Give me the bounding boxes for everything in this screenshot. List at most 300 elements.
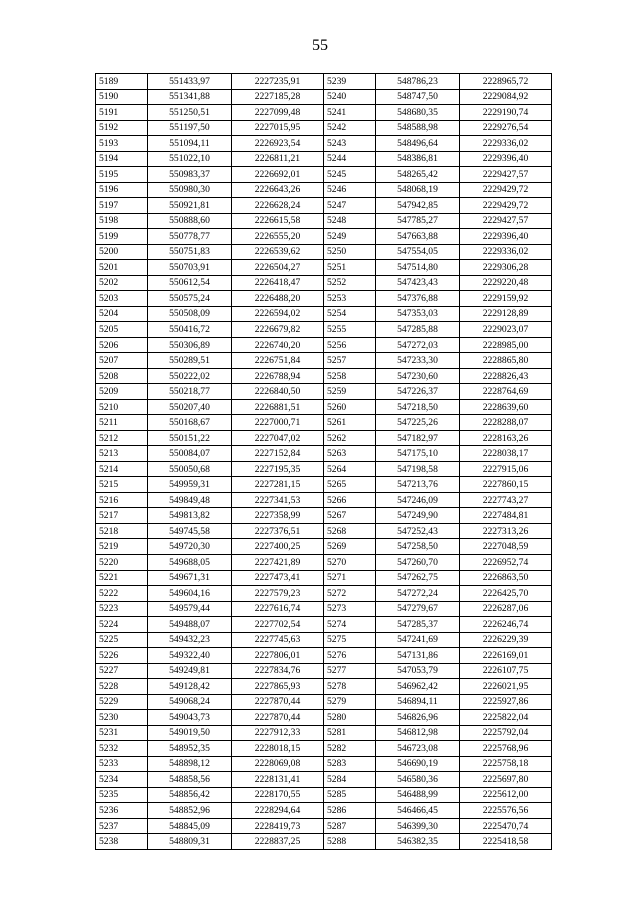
x-coordinate-cell: 546488,99	[376, 787, 460, 803]
x-coordinate-cell: 547260,70	[376, 554, 460, 570]
x-coordinate-cell: 550703,91	[148, 260, 232, 276]
x-coordinate-cell: 547942,85	[376, 198, 460, 214]
point-number-cell: 5274	[324, 617, 376, 633]
y-coordinate-cell: 2225927,86	[460, 694, 552, 710]
point-number-cell: 5232	[96, 741, 148, 757]
point-number-cell: 5189	[96, 74, 148, 90]
x-coordinate-cell: 546723,08	[376, 741, 460, 757]
table-row	[96, 167, 552, 183]
point-number-cell: 5285	[324, 787, 376, 803]
x-coordinate-cell: 547262,75	[376, 570, 460, 586]
point-number-cell: 5218	[96, 523, 148, 539]
y-coordinate-cell: 2228170,55	[232, 787, 324, 803]
point-number-cell: 5227	[96, 663, 148, 679]
point-number-cell: 5267	[324, 508, 376, 524]
x-coordinate-cell: 549849,48	[148, 492, 232, 508]
table-row	[96, 291, 552, 307]
y-coordinate-cell: 2226740,20	[232, 337, 324, 353]
point-number-cell: 5190	[96, 89, 148, 105]
y-coordinate-cell: 2229128,89	[460, 306, 552, 322]
y-coordinate-cell: 2229084,92	[460, 89, 552, 105]
point-number-cell: 5277	[324, 663, 376, 679]
x-coordinate-cell: 548952,35	[148, 741, 232, 757]
y-coordinate-cell: 2225768,96	[460, 741, 552, 757]
y-coordinate-cell: 2227341,53	[232, 492, 324, 508]
table-row	[96, 787, 552, 803]
x-coordinate-cell: 549488,07	[148, 617, 232, 633]
table-row	[96, 601, 552, 617]
point-number-cell: 5216	[96, 492, 148, 508]
x-coordinate-cell: 547230,60	[376, 368, 460, 384]
point-number-cell: 5249	[324, 229, 376, 245]
y-coordinate-cell: 2227915,06	[460, 461, 552, 477]
point-number-cell: 5283	[324, 756, 376, 772]
x-coordinate-cell: 547175,10	[376, 446, 460, 462]
y-coordinate-cell: 2229306,28	[460, 260, 552, 276]
x-coordinate-cell: 547225,26	[376, 415, 460, 431]
x-coordinate-cell: 547376,88	[376, 291, 460, 307]
y-coordinate-cell: 2227484,81	[460, 508, 552, 524]
point-number-cell: 5247	[324, 198, 376, 214]
table-row	[96, 415, 552, 431]
point-number-cell: 5263	[324, 446, 376, 462]
table-row	[96, 539, 552, 555]
table-row	[96, 741, 552, 757]
y-coordinate-cell: 2226628,24	[232, 198, 324, 214]
table-row	[96, 430, 552, 446]
table-row	[96, 74, 552, 90]
point-number-cell: 5196	[96, 182, 148, 198]
point-number-cell: 5200	[96, 244, 148, 260]
y-coordinate-cell: 2226863,50	[460, 570, 552, 586]
table-row	[96, 710, 552, 726]
x-coordinate-cell: 550168,67	[148, 415, 232, 431]
y-coordinate-cell: 2229276,54	[460, 120, 552, 136]
y-coordinate-cell: 2227912,33	[232, 725, 324, 741]
point-number-cell: 5288	[324, 834, 376, 850]
y-coordinate-cell: 2227376,51	[232, 523, 324, 539]
point-number-cell: 5217	[96, 508, 148, 524]
x-coordinate-cell: 550306,89	[148, 337, 232, 353]
x-coordinate-cell: 547218,50	[376, 399, 460, 415]
x-coordinate-cell: 546826,96	[376, 710, 460, 726]
y-coordinate-cell: 2229427,57	[460, 167, 552, 183]
point-number-cell: 5253	[324, 291, 376, 307]
x-coordinate-cell: 550050,68	[148, 461, 232, 477]
table-row	[96, 648, 552, 664]
x-coordinate-cell: 550207,40	[148, 399, 232, 415]
y-coordinate-cell: 2227702,54	[232, 617, 324, 633]
x-coordinate-cell: 551197,50	[148, 120, 232, 136]
table-row	[96, 508, 552, 524]
point-number-cell: 5262	[324, 430, 376, 446]
x-coordinate-cell: 549745,58	[148, 523, 232, 539]
y-coordinate-cell: 2227616,74	[232, 601, 324, 617]
point-number-cell: 5266	[324, 492, 376, 508]
y-coordinate-cell: 2228965,72	[460, 74, 552, 90]
x-coordinate-cell: 547182,97	[376, 430, 460, 446]
x-coordinate-cell: 548856,42	[148, 787, 232, 803]
y-coordinate-cell: 2225418,58	[460, 834, 552, 850]
y-coordinate-cell: 2229336,02	[460, 244, 552, 260]
point-number-cell: 5235	[96, 787, 148, 803]
point-number-cell: 5230	[96, 710, 148, 726]
x-coordinate-cell: 550921,81	[148, 198, 232, 214]
y-coordinate-cell: 2228865,80	[460, 353, 552, 369]
y-coordinate-cell: 2226952,74	[460, 554, 552, 570]
point-number-cell: 5261	[324, 415, 376, 431]
table-row	[96, 586, 552, 602]
point-number-cell: 5272	[324, 586, 376, 602]
coordinates-table-body	[96, 74, 552, 850]
y-coordinate-cell: 2227421,89	[232, 554, 324, 570]
point-number-cell: 5208	[96, 368, 148, 384]
y-coordinate-cell: 2229427,57	[460, 213, 552, 229]
y-coordinate-cell: 2226169,01	[460, 648, 552, 664]
x-coordinate-cell: 550416,72	[148, 322, 232, 338]
point-number-cell: 5194	[96, 151, 148, 167]
point-number-cell: 5209	[96, 384, 148, 400]
x-coordinate-cell: 547272,24	[376, 586, 460, 602]
point-number-cell: 5225	[96, 632, 148, 648]
x-coordinate-cell: 549688,05	[148, 554, 232, 570]
table-row	[96, 570, 552, 586]
table-row	[96, 772, 552, 788]
table-row	[96, 337, 552, 353]
y-coordinate-cell: 2229190,74	[460, 105, 552, 121]
y-coordinate-cell: 2226021,95	[460, 679, 552, 695]
x-coordinate-cell: 550751,83	[148, 244, 232, 260]
table-row	[96, 306, 552, 322]
y-coordinate-cell: 2227860,15	[460, 477, 552, 493]
y-coordinate-cell: 2228163,26	[460, 430, 552, 446]
y-coordinate-cell: 2226594,02	[232, 306, 324, 322]
point-number-cell: 5282	[324, 741, 376, 757]
y-coordinate-cell: 2225792,04	[460, 725, 552, 741]
x-coordinate-cell: 549671,31	[148, 570, 232, 586]
y-coordinate-cell: 2227865,93	[232, 679, 324, 695]
x-coordinate-cell: 547241,69	[376, 632, 460, 648]
point-number-cell: 5228	[96, 679, 148, 695]
y-coordinate-cell: 2228288,07	[460, 415, 552, 431]
table-row	[96, 275, 552, 291]
x-coordinate-cell: 547233,30	[376, 353, 460, 369]
x-coordinate-cell: 549579,44	[148, 601, 232, 617]
point-number-cell: 5246	[324, 182, 376, 198]
x-coordinate-cell: 549128,42	[148, 679, 232, 695]
point-number-cell: 5257	[324, 353, 376, 369]
y-coordinate-cell: 2229220,48	[460, 275, 552, 291]
x-coordinate-cell: 546382,35	[376, 834, 460, 850]
point-number-cell: 5205	[96, 322, 148, 338]
x-coordinate-cell: 548680,35	[376, 105, 460, 121]
point-number-cell: 5265	[324, 477, 376, 493]
point-number-cell: 5214	[96, 461, 148, 477]
y-coordinate-cell: 2227313,26	[460, 523, 552, 539]
y-coordinate-cell: 2229429,72	[460, 198, 552, 214]
y-coordinate-cell: 2226615,58	[232, 213, 324, 229]
x-coordinate-cell: 546894,11	[376, 694, 460, 710]
x-coordinate-cell: 547213,76	[376, 477, 460, 493]
point-number-cell: 5220	[96, 554, 148, 570]
point-number-cell: 5223	[96, 601, 148, 617]
x-coordinate-cell: 550983,37	[148, 167, 232, 183]
table-row	[96, 120, 552, 136]
x-coordinate-cell: 547353,03	[376, 306, 460, 322]
y-coordinate-cell: 2227048,59	[460, 539, 552, 555]
y-coordinate-cell: 2227400,25	[232, 539, 324, 555]
x-coordinate-cell: 551433,97	[148, 74, 232, 90]
x-coordinate-cell: 548786,23	[376, 74, 460, 90]
y-coordinate-cell: 2228131,41	[232, 772, 324, 788]
point-number-cell: 5195	[96, 167, 148, 183]
x-coordinate-cell: 547246,09	[376, 492, 460, 508]
y-coordinate-cell: 2226418,47	[232, 275, 324, 291]
point-number-cell: 5279	[324, 694, 376, 710]
table-row	[96, 725, 552, 741]
x-coordinate-cell: 549249,81	[148, 663, 232, 679]
point-number-cell: 5250	[324, 244, 376, 260]
x-coordinate-cell: 547514,80	[376, 260, 460, 276]
point-number-cell: 5210	[96, 399, 148, 415]
y-coordinate-cell: 2229429,72	[460, 182, 552, 198]
y-coordinate-cell: 2226555,20	[232, 229, 324, 245]
x-coordinate-cell: 547423,43	[376, 275, 460, 291]
x-coordinate-cell: 547258,50	[376, 539, 460, 555]
table-row	[96, 182, 552, 198]
y-coordinate-cell: 2226229,39	[460, 632, 552, 648]
y-coordinate-cell: 2227806,01	[232, 648, 324, 664]
y-coordinate-cell: 2227870,44	[232, 710, 324, 726]
x-coordinate-cell: 548845,09	[148, 818, 232, 834]
y-coordinate-cell: 2226751,84	[232, 353, 324, 369]
x-coordinate-cell: 550084,07	[148, 446, 232, 462]
y-coordinate-cell: 2226881,51	[232, 399, 324, 415]
point-number-cell: 5215	[96, 477, 148, 493]
y-coordinate-cell: 2228038,17	[460, 446, 552, 462]
y-coordinate-cell: 2227099,48	[232, 105, 324, 121]
x-coordinate-cell: 550218,77	[148, 384, 232, 400]
y-coordinate-cell: 2226287,06	[460, 601, 552, 617]
table-row	[96, 446, 552, 462]
y-coordinate-cell: 2229159,92	[460, 291, 552, 307]
y-coordinate-cell: 2226107,75	[460, 663, 552, 679]
y-coordinate-cell: 2226923,54	[232, 136, 324, 152]
point-number-cell: 5198	[96, 213, 148, 229]
x-coordinate-cell: 550980,30	[148, 182, 232, 198]
y-coordinate-cell: 2228018,15	[232, 741, 324, 757]
table-row	[96, 694, 552, 710]
point-number-cell: 5233	[96, 756, 148, 772]
point-number-cell: 5278	[324, 679, 376, 695]
y-coordinate-cell: 2227235,91	[232, 74, 324, 90]
y-coordinate-cell: 2226643,26	[232, 182, 324, 198]
point-number-cell: 5204	[96, 306, 148, 322]
point-number-cell: 5269	[324, 539, 376, 555]
point-number-cell: 5191	[96, 105, 148, 121]
x-coordinate-cell: 550222,02	[148, 368, 232, 384]
table-row	[96, 353, 552, 369]
point-number-cell: 5243	[324, 136, 376, 152]
y-coordinate-cell: 2227745,63	[232, 632, 324, 648]
y-coordinate-cell: 2228985,00	[460, 337, 552, 353]
table-row	[96, 322, 552, 338]
point-number-cell: 5231	[96, 725, 148, 741]
table-row	[96, 818, 552, 834]
table-row	[96, 679, 552, 695]
x-coordinate-cell: 546466,45	[376, 803, 460, 819]
x-coordinate-cell: 547131,86	[376, 648, 460, 664]
point-number-cell: 5276	[324, 648, 376, 664]
x-coordinate-cell: 550612,54	[148, 275, 232, 291]
point-number-cell: 5242	[324, 120, 376, 136]
point-number-cell: 5284	[324, 772, 376, 788]
point-number-cell: 5213	[96, 446, 148, 462]
x-coordinate-cell: 547053,79	[376, 663, 460, 679]
table-row	[96, 492, 552, 508]
y-coordinate-cell: 2227152,84	[232, 446, 324, 462]
point-number-cell: 5244	[324, 151, 376, 167]
x-coordinate-cell: 547554,05	[376, 244, 460, 260]
x-coordinate-cell: 548496,64	[376, 136, 460, 152]
table-row	[96, 151, 552, 167]
x-coordinate-cell: 546690,19	[376, 756, 460, 772]
x-coordinate-cell: 547272,03	[376, 337, 460, 353]
y-coordinate-cell: 2226679,82	[232, 322, 324, 338]
y-coordinate-cell: 2227579,23	[232, 586, 324, 602]
point-number-cell: 5280	[324, 710, 376, 726]
y-coordinate-cell: 2226539,62	[232, 244, 324, 260]
x-coordinate-cell: 550289,51	[148, 353, 232, 369]
table-row	[96, 756, 552, 772]
point-number-cell: 5212	[96, 430, 148, 446]
point-number-cell: 5256	[324, 337, 376, 353]
y-coordinate-cell: 2227834,76	[232, 663, 324, 679]
point-number-cell: 5273	[324, 601, 376, 617]
point-number-cell: 5224	[96, 617, 148, 633]
y-coordinate-cell: 2226504,27	[232, 260, 324, 276]
x-coordinate-cell: 547198,58	[376, 461, 460, 477]
y-coordinate-cell: 2226840,50	[232, 384, 324, 400]
y-coordinate-cell: 2225576,56	[460, 803, 552, 819]
table-row	[96, 136, 552, 152]
point-number-cell: 5259	[324, 384, 376, 400]
table-row	[96, 384, 552, 400]
point-number-cell: 5287	[324, 818, 376, 834]
y-coordinate-cell: 2228639,60	[460, 399, 552, 415]
point-number-cell: 5240	[324, 89, 376, 105]
y-coordinate-cell: 2228764,69	[460, 384, 552, 400]
x-coordinate-cell: 547252,43	[376, 523, 460, 539]
point-number-cell: 5221	[96, 570, 148, 586]
page-number: 55	[312, 37, 328, 54]
point-number-cell: 5197	[96, 198, 148, 214]
y-coordinate-cell: 2225612,00	[460, 787, 552, 803]
y-coordinate-cell: 2226811,21	[232, 151, 324, 167]
x-coordinate-cell: 550888,60	[148, 213, 232, 229]
point-number-cell: 5271	[324, 570, 376, 586]
x-coordinate-cell: 549068,24	[148, 694, 232, 710]
table-row	[96, 554, 552, 570]
y-coordinate-cell: 2225697,80	[460, 772, 552, 788]
table-row	[96, 198, 552, 214]
y-coordinate-cell: 2225822,04	[460, 710, 552, 726]
x-coordinate-cell: 548852,96	[148, 803, 232, 819]
table-row	[96, 368, 552, 384]
x-coordinate-cell: 548265,42	[376, 167, 460, 183]
y-coordinate-cell: 2227743,27	[460, 492, 552, 508]
y-coordinate-cell: 2228419,73	[232, 818, 324, 834]
x-coordinate-cell: 549043,73	[148, 710, 232, 726]
x-coordinate-cell: 548747,50	[376, 89, 460, 105]
table-row	[96, 229, 552, 245]
y-coordinate-cell: 2227870,44	[232, 694, 324, 710]
x-coordinate-cell: 549813,82	[148, 508, 232, 524]
y-coordinate-cell: 2225470,74	[460, 818, 552, 834]
x-coordinate-cell: 547785,27	[376, 213, 460, 229]
x-coordinate-cell: 551250,51	[148, 105, 232, 121]
table-row	[96, 632, 552, 648]
point-number-cell: 5255	[324, 322, 376, 338]
table-row	[96, 105, 552, 121]
y-coordinate-cell: 2226246,74	[460, 617, 552, 633]
x-coordinate-cell: 549604,16	[148, 586, 232, 602]
point-number-cell: 5268	[324, 523, 376, 539]
point-number-cell: 5264	[324, 461, 376, 477]
y-coordinate-cell: 2227015,95	[232, 120, 324, 136]
table-row	[96, 399, 552, 415]
x-coordinate-cell: 549322,40	[148, 648, 232, 664]
point-number-cell: 5203	[96, 291, 148, 307]
y-coordinate-cell: 2229336,02	[460, 136, 552, 152]
point-number-cell: 5201	[96, 260, 148, 276]
point-number-cell: 5241	[324, 105, 376, 121]
y-coordinate-cell: 2229396,40	[460, 229, 552, 245]
y-coordinate-cell: 2227185,28	[232, 89, 324, 105]
point-number-cell: 5254	[324, 306, 376, 322]
point-number-cell: 5193	[96, 136, 148, 152]
x-coordinate-cell: 546812,98	[376, 725, 460, 741]
point-number-cell: 5260	[324, 399, 376, 415]
x-coordinate-cell: 548386,81	[376, 151, 460, 167]
table-row	[96, 461, 552, 477]
point-number-cell: 5245	[324, 167, 376, 183]
x-coordinate-cell: 548898,12	[148, 756, 232, 772]
point-number-cell: 5251	[324, 260, 376, 276]
x-coordinate-cell: 551022,10	[148, 151, 232, 167]
table-row	[96, 663, 552, 679]
x-coordinate-cell: 546580,36	[376, 772, 460, 788]
x-coordinate-cell: 548809,31	[148, 834, 232, 850]
point-number-cell: 5207	[96, 353, 148, 369]
x-coordinate-cell: 547285,37	[376, 617, 460, 633]
table-row	[96, 617, 552, 633]
point-number-cell: 5211	[96, 415, 148, 431]
x-coordinate-cell: 550575,24	[148, 291, 232, 307]
x-coordinate-cell: 550778,77	[148, 229, 232, 245]
x-coordinate-cell: 548068,19	[376, 182, 460, 198]
point-number-cell: 5270	[324, 554, 376, 570]
x-coordinate-cell: 549019,50	[148, 725, 232, 741]
table-row	[96, 803, 552, 819]
x-coordinate-cell: 550151,22	[148, 430, 232, 446]
y-coordinate-cell: 2228837,25	[232, 834, 324, 850]
y-coordinate-cell: 2227195,35	[232, 461, 324, 477]
y-coordinate-cell: 2227473,41	[232, 570, 324, 586]
y-coordinate-cell: 2229023,07	[460, 322, 552, 338]
x-coordinate-cell: 547279,67	[376, 601, 460, 617]
point-number-cell: 5239	[324, 74, 376, 90]
